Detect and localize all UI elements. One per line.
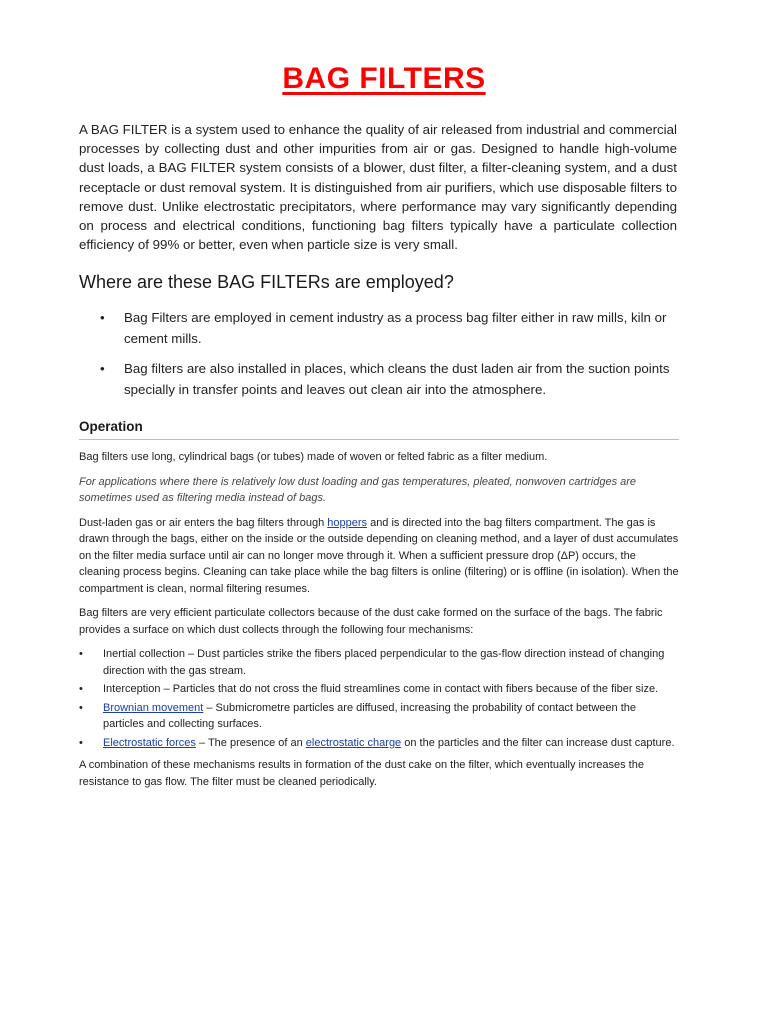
- list-item: [79, 700, 679, 733]
- paragraph-text: Dust-laden gas or air enters the bag filters through: [79, 516, 328, 529]
- electrostatic-charge-link[interactable]: electrostatic charge: [305, 736, 402, 749]
- hoppers-link[interactable]: hoppers: [327, 516, 368, 529]
- mechanisms-list: [79, 646, 679, 751]
- mechanism-text: Interception – Particles that do not cross the fluid streamlines come in contact with fibers because of the fiber size.: [103, 683, 659, 695]
- intro-paragraph: A BAG FILTER is a system used to enhance the quality of air released from industrial and commercial processes by collecting dust and other impurities from air or gas. Designed to handle high-volume dust loads, a BAG FILTER system consists of a blower, dust filter, a filter-cleaning system, and a dust receptacle or dust removal system. It is distinguished from air purifiers, which use disposable filters to remove dust. Unlike electrostatic precipitators, where performance may vary significantly depending on process and electrical conditions, functioning bag filters typically have a particulate collection efficiency of 99% or better, even when particle size is very small.: [79, 122, 677, 253]
- operation-heading: Operation: [79, 419, 143, 434]
- operation-paragraph-1: Bag filters use long, cylindrical bags (or tubes) made of woven or felted fabric as a filter medium.: [79, 451, 548, 463]
- operation-section: [79, 449, 679, 798]
- list-item: [79, 359, 679, 400]
- mechanism-text: – Submicrometre particles are diffused, increasing the probability of contact between the particles and collecting surfaces.: [103, 701, 636, 730]
- bullet-icon: •: [79, 648, 83, 660]
- brownian-movement-link[interactable]: Brownian movement: [103, 701, 204, 714]
- bullet-icon: •: [79, 683, 83, 695]
- list-item-text: Bag filters are also installed in places, which cleans the dust laden air from the suction points specially in transfer points and leaves out clean air into the atmosphere.: [124, 361, 670, 397]
- mechanism-text: on the particles and the filter can increase dust capture.: [401, 736, 675, 749]
- operation-paragraph-5: A combination of these mechanisms results in formation of the dust cake on the filter, which eventually increases the resistance to gas flow. The filter must be cleaned periodically.: [79, 759, 644, 788]
- bullet-icon: •: [100, 361, 105, 376]
- bullet-icon: •: [79, 736, 83, 749]
- list-item: [79, 681, 679, 698]
- operation-paragraph-2: For applications where there is relatively low dust loading and gas temperatures, pleated, nonwoven cartridges are sometimes used as filtering media instead of bags.: [79, 475, 637, 504]
- operation-paragraph-3: [79, 515, 679, 598]
- page-title: BAG FILTERS: [282, 62, 486, 95]
- section-divider: [79, 439, 679, 440]
- mechanism-text: Inertial collection – Dust particles strike the fibers placed perpendicular to the gas-flow direction instead of changing direction with the gas stream.: [103, 648, 665, 677]
- employed-heading: Where are these BAG FILTERs are employed?: [79, 272, 454, 292]
- paragraph-text: and is directed into the bag filters compartment. The gas is drawn through the bags, either on the inside or the outside depending on cleaning method, and a layer of dust accumulates on the filter media surface until air can no longer move through it. When a sufficient pressure drop (ΔP) occurs, the cleaning process begins. Cleaning can take place while the bag filters is online (filtering) or is offline (in isolation). When the compartment is clean, normal filtering resumes.: [79, 516, 679, 595]
- mechanism-text: – The presence of an: [195, 736, 306, 749]
- electrostatic-forces-link[interactable]: Electrostatic forces: [103, 736, 196, 749]
- list-item: [79, 646, 679, 679]
- employed-list: [79, 308, 679, 410]
- bullet-icon: •: [79, 701, 83, 714]
- operation-paragraph-4: Bag filters are very efficient particulate collectors because of the dust cake formed on the surface of the bags. The fabric provides a surface on which dust collects through the following four mechanisms:: [79, 607, 663, 636]
- list-item: [79, 735, 679, 752]
- list-item-text: Bag Filters are employed in cement industry as a process bag filter either in raw mills, kiln or cement mills.: [124, 310, 667, 346]
- bullet-icon: •: [100, 310, 105, 325]
- list-item: [79, 308, 679, 349]
